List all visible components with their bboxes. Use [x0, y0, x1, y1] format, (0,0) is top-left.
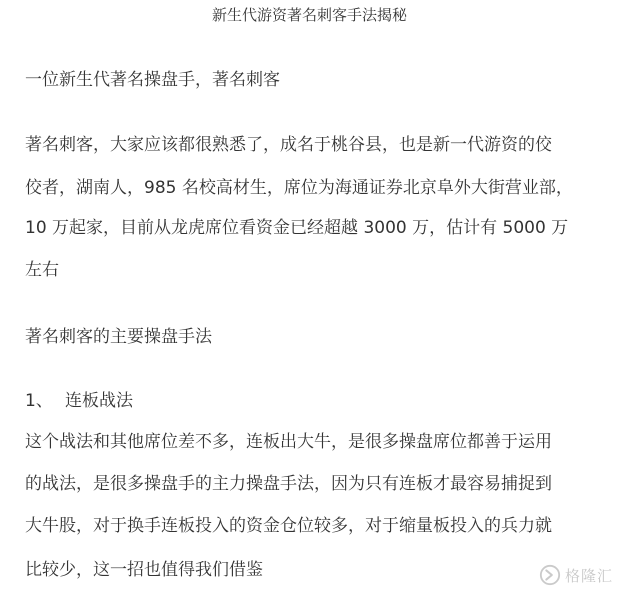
- section-heading: 著名刺客的主要操盘手法: [25, 327, 212, 347]
- intro-line-1: 著名刺客，大家应该都很熟悉了，成名于桃谷县，也是新一代游资的佼: [25, 135, 552, 155]
- body-line-4: 比较少，这一招也值得我们借鉴: [25, 560, 263, 580]
- watermark: [539, 563, 613, 587]
- list-item-number: 1、: [25, 391, 53, 411]
- intro-line-2: 佼者，湖南人，985 名校高材生，席位为海通证券北京阜外大街营业部，: [25, 178, 573, 198]
- intro-line-3: 10 万起家，目前从龙虎席位看资金已经超越 3000 万，估计有 5000 万: [25, 218, 569, 238]
- body-line-3: 大牛股，对于换手连板投入的资金仓位较多，对于缩量板投入的兵力就: [25, 516, 552, 536]
- list-item-title: 连板战法: [65, 391, 133, 411]
- body-line-1: 这个战法和其他席位差不多，连板出大牛，是很多操盘席位都善于运用: [25, 432, 552, 452]
- document-title: 新生代游资著名刺客手法揭秘: [211, 6, 407, 24]
- body-line-2: 的战法，是很多操盘手的主力操盘手法，因为只有连板才最容易捕捉到: [25, 474, 552, 494]
- intro-line-4: 左右: [25, 260, 59, 280]
- watermark-text: 格隆汇: [564, 566, 613, 585]
- gelonghui-logo-icon: [539, 564, 561, 586]
- subtitle: 一位新生代著名操盘手，著名刺客: [25, 70, 280, 90]
- list-item-heading: [25, 389, 133, 413]
